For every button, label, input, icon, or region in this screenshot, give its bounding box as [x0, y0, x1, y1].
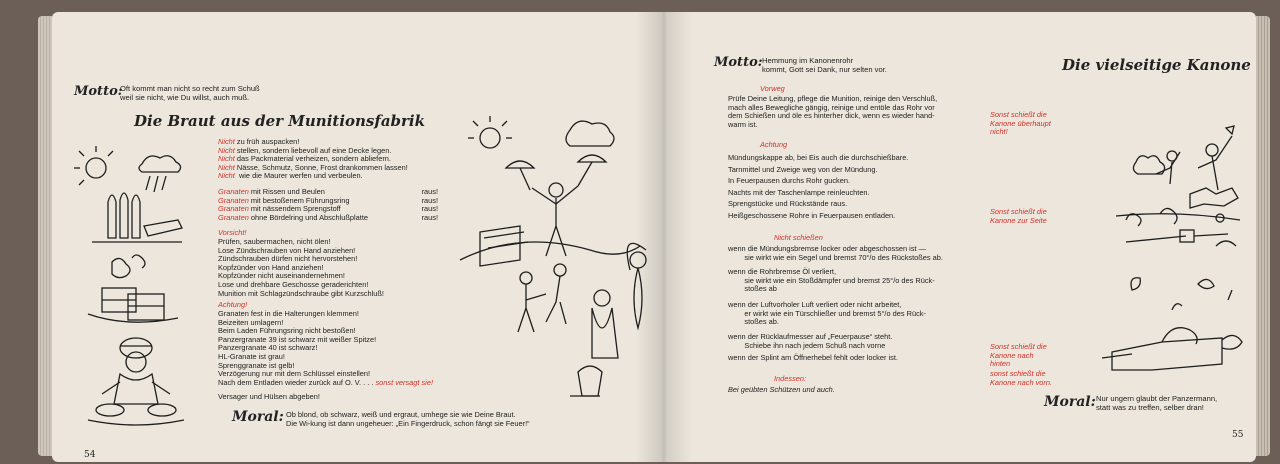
sun-shells-illustration [72, 142, 192, 252]
moral-label: Moral: [232, 409, 284, 425]
list-item: Granaten mit bestoßenem Führungsring raus! [218, 195, 438, 205]
page-heading: Die vielseitige Kanone [1062, 56, 1251, 74]
page-right [664, 12, 1256, 462]
moral-text: Ob blond, ob schwarz, weiß und ergraut, umhege sie wie Deine Braut. Die Wi-kung ist dann ungeheuer: „Ein Fingerdruck, schon fängt sie Feuer!“ [286, 410, 530, 428]
recoil-cannon-illustration [1102, 270, 1252, 380]
condition-item: wenn der Splint am Öffnerhebel fehlt oder locker ist. [728, 353, 898, 362]
list-item: Tarnmittel und Zweige weg von der Mündung. [728, 164, 878, 174]
list-item: Nachts mit der Taschenlampe reinleuchten. [728, 187, 870, 197]
versager-text: Versager und Hülsen abgeben! [218, 392, 320, 401]
list-item: Mündungskappe ab, bei Eis auch die durchschießbare. [728, 153, 909, 162]
motto-text: Oft kommt man nicht so recht zum Schuß weil sie nicht, wie Du willst, auch muß. [120, 84, 260, 102]
condition-item: wenn der Rücklaufmesser auf „Feuerpause“ steht. Schiebe ihn nach jedem Schuß nach vorne [728, 332, 893, 350]
list-item: Nicht Nässe, Schmutz, Sonne, Frost drankommen lassen! [218, 162, 408, 172]
list-item: Granaten ohne Bördelring und Abschlußplatte raus! [218, 212, 438, 222]
list-item: Sprengstücke und Rückstände raus. [728, 199, 848, 208]
entladen-line: Nach dem Entladen wieder zurück auf O. V. . . . sonst versagt sie! [218, 378, 433, 387]
vorsicht-label: Vorsicht! [218, 228, 247, 237]
achtung-list [728, 152, 908, 221]
page-heading: Die Braut aus der Munitionsfabrik [134, 112, 426, 130]
indessen-text: Bei geübten Schützen und auch. [728, 385, 835, 394]
vorweg-text: Prüfe Deine Leitung, pflege die Munition, reinige den Verschluß, mach alles Bewegliche gängig, reinige und entöle das Rohr vor dem Schießen und öle es hinterher dick, wenn es wieder hand- warm ist. [728, 94, 938, 129]
side-note: Sonst schießt die Kanone nach hinten [990, 342, 1047, 369]
condition-item: wenn die Rohrbremse Öl verliert, sie wirkt wie ein Stoßdämpfer und bremst 25°/o des Rück- stoßes ab [728, 267, 935, 294]
list-item: Nicht das Packmaterial verheizen, sondern abliefern. [218, 154, 391, 164]
page-number: 54 [84, 450, 96, 460]
open-booklet [38, 4, 1270, 460]
list-item: Heißgeschossene Rohre in Feuerpausen entladen. [728, 210, 896, 220]
list-item: Nicht stellen, sondern liebevoll auf eine Decke legen. [218, 145, 392, 155]
side-note: Sonst schießt die Kanone zur Seite [990, 207, 1047, 225]
list-item: In Feuerpausen durchs Rohr gucken. [728, 176, 851, 185]
list-item: Nicht zu früh auspacken! [218, 137, 300, 146]
condition-item: wenn die Mündungsbremse locker oder abgeschossen ist — sie wirkt wie ein Segel und bremst 70°/o des Rückstoßes ab. [728, 244, 943, 262]
achtung-text: Granaten fest in die Halterungen klemmen! Beizeiten umlagern! Beim Laden Führungsring nicht bestoßen! Panzergranate 39 ist schwarz mit weißer Spitze! Panzergranate 40 ist schwarz! HL-Granate ist grau! Sprenggranate ist gelb! Verzögerung nur mit dem Schlüssel einstellen! [218, 309, 377, 379]
motto-label: Motto: [714, 55, 763, 70]
vorweg-label: Vorweg [760, 84, 785, 93]
page-number: 55 [1232, 430, 1244, 440]
motto-text: Hemmung im Kanonenrohr kommt, Gott sei Dank, nur selten vor. [762, 56, 887, 74]
indessen-label: Indessen: [774, 374, 807, 383]
list-item: Nicht wie die Maurer werfen und verbeulen. [218, 171, 363, 181]
sideways-shot-illustration [1116, 206, 1246, 266]
bride-celebration-illustration [460, 120, 660, 410]
broken-ammo-crates-illustration [82, 254, 192, 334]
moral-text: Nur ungern glaubt der Panzermann, statt was zu treffen, selber dran! [1096, 394, 1218, 412]
happy-gunner-illustration [80, 328, 190, 428]
nicht-schiessen-label: Nicht schießen [774, 233, 823, 242]
achtung-label: Achtung [760, 140, 788, 149]
side-note: Sonst schießt die Kanone überhaupt nicht! [990, 110, 1051, 137]
page-stack-left-edge [38, 16, 52, 456]
nicht-list [218, 138, 408, 181]
vorsicht-text: Prüfen, saubermachen, nicht ölen! Lose Zündschrauben von Hand anziehen! Zündschrauben dürfen nicht hervorstehen! Kopfzünder von Hand anziehen! Kopfzünder nicht auseinandernehmen! Lose und drehbare Geschosse geraderichten! Munition mit Schlagzündschraube gibt Kurzschluß! [218, 237, 384, 298]
side-note: sonst schießt die Kanone nach vorn. [990, 369, 1053, 387]
page-left [52, 12, 664, 462]
motto-label: Motto: [74, 84, 123, 99]
granaten-list [218, 188, 438, 222]
moral-label: Moral: [1044, 394, 1096, 410]
achtung-label: Achtung! [218, 300, 248, 309]
list-item: Granaten mit Rissen und Beulen raus! [218, 187, 438, 196]
page-stack-right-edge [1256, 16, 1270, 456]
condition-item: wenn der Luftvorholer Luft verliert oder nicht arbeitet, er wirkt wie ein Türschließer und bremst 5°/o des Rück- stoßes ab. [728, 300, 926, 327]
list-item: Granaten mit nässendem Sprengstoff raus! [218, 204, 438, 214]
